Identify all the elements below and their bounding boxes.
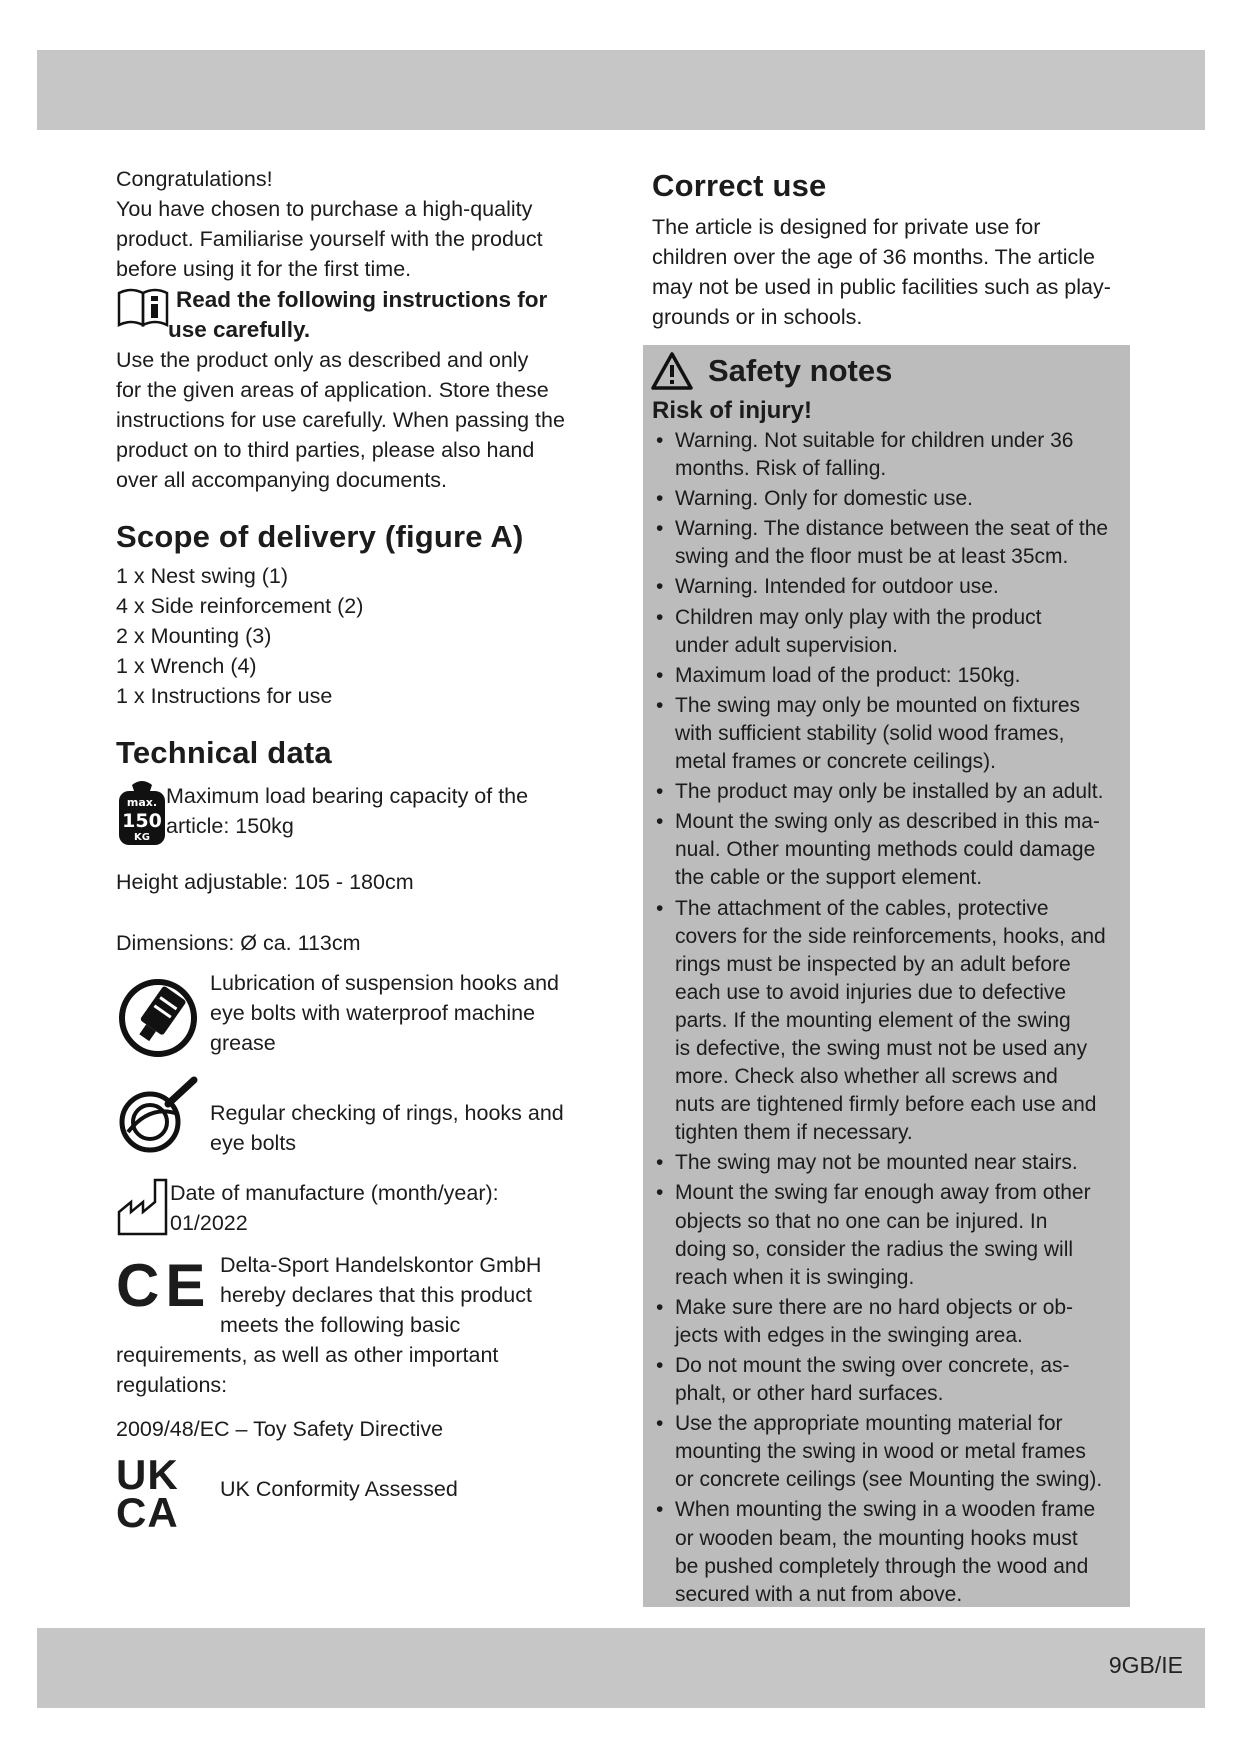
scope-title: Scope of delivery (figure A) [116,519,524,554]
lubrication-row [116,970,596,1060]
dimensions-text: Dimensions: Ø ca. 113cm [116,931,361,955]
safety-item-line: objects so that no one can be injured. In [675,1209,1048,1233]
safety-title: Safety notes [708,353,893,388]
safety-item [652,662,1130,690]
read-instructions-note [116,285,596,345]
safety-item-line: months. Risk of falling. [675,457,887,481]
usage-line: for the given areas of application. Store these [116,378,549,402]
ce-continued [116,1340,596,1400]
safety-item-line: secured with a nut from above. [675,1582,963,1606]
correct-use-line: may not be used in public facilities such as play- [652,275,1111,299]
safety-item-line: or wooden beam, the mounting hooks must [675,1526,1078,1550]
safety-item-line: • Warning. Not suitable for children under 36 [675,429,1074,452]
factory-icon [116,1176,174,1238]
safety-notes-box [643,345,1130,1607]
safety-item-line: the cable or the support element. [675,866,983,890]
safety-item-line: • Mount the swing only as described in this ma- [675,810,1100,834]
intro-line: before using it for the first time. [116,257,412,281]
book-info-icon [116,285,172,331]
ce-line: meets the following basic [220,1313,461,1337]
usage-line: instructions for use carefully. When passing the [116,408,565,432]
read-note-line: Read the following instructions for [176,287,548,312]
grease-tube-icon [116,970,202,1060]
usage-line: Use the product only as described and only [116,348,529,372]
technical-title: Technical data [116,735,332,770]
load-line: article: 150kg [166,814,294,838]
safety-item-line: tighten them if necessary. [675,1121,913,1145]
ce-row [116,1252,596,1340]
safety-item-line: or concrete ceilings (see Mounting the swing). [675,1468,1103,1492]
ce-continued-line: regulations: [116,1373,228,1397]
safety-item-line: rings must be inspected by an adult before [675,952,1071,976]
safety-item-line: • Warning. The distance between the seat of the [675,517,1109,541]
load-line: Maximum load bearing capacity of the [166,784,529,808]
safety-item [652,427,1130,483]
warning-icon [650,351,694,391]
weight-icon-value: 150 [122,810,162,832]
weight-icon-unit: KG [134,832,150,843]
safety-item [652,1149,1130,1177]
safety-item-line: doing so, consider the radius the swing will [675,1237,1074,1261]
max-load-row [116,779,596,847]
ring-check-icon [116,1074,202,1160]
page-number: 9GB/IE [1108,1652,1183,1678]
right-column [652,164,1132,332]
ukca-text: UK Conformity Assessed [220,1477,458,1501]
intro-text [116,164,596,284]
checking-line: Regular checking of rings, hooks and [210,1101,564,1125]
safety-item-line: nual. Other mounting methods could damage [675,838,1096,862]
safety-item-line: • Children may only play with the product [675,605,1042,629]
safety-item-line: with sufficient stability (solid wood frames, [675,721,1065,745]
safety-item-line: mounting the swing in wood or metal frames [675,1440,1086,1464]
safety-item [652,1294,1130,1350]
safety-item-line: each use to avoid injuries due to defective [675,980,1067,1004]
intro-line: You have chosen to purchase a high-quality [116,197,533,221]
read-note-line: use carefully. [168,317,311,342]
usage-line: product on to third parties, please also hand [116,438,535,462]
correct-use-text [652,212,1132,332]
safety-item [652,1410,1130,1494]
safety-item-line: • Mount the swing far enough away from other [675,1181,1091,1205]
ce-line: hereby declares that this product [220,1283,532,1307]
safety-item [652,604,1130,660]
safety-item-line: swing and the floor must be at least 35cm. [675,545,1069,569]
manufacture-line: Date of manufacture (month/year): [170,1181,499,1205]
safety-item-line: • The attachment of the cables, protective [675,896,1049,920]
safety-item-line: jects with edges in the swinging area. [675,1323,1023,1347]
height-text: Height adjustable: 105 - 180cm [116,870,414,894]
weight-icon [116,779,168,847]
safety-item-line: • Warning. Only for domestic use. [675,487,973,511]
safety-item [652,1496,1130,1608]
left-column [116,164,596,1536]
safety-item [652,895,1130,1148]
header-band [37,50,1205,130]
ce-mark-icon: CE [116,1252,212,1319]
lubrication-line: Lubrication of suspension hooks and [210,971,560,995]
ce-line: Delta-Sport Handelskontor GmbH [220,1253,542,1277]
lubrication-line: eye bolts with waterproof machine [210,1001,536,1025]
scope-item: 1 x Nest swing (1) [116,564,289,588]
scope-item: 2 x Mounting (3) [116,624,272,648]
safety-item-line: more. Check also whether all screws and [675,1065,1058,1089]
checking-line: eye bolts [210,1131,297,1155]
safety-item-line: under adult supervision. [675,633,898,657]
safety-item-line: • Make sure there are no hard objects or ob- [675,1295,1074,1319]
ukca-row [116,1451,596,1536]
safety-item-line: • The product may only be installed by an adult. [675,780,1104,804]
safety-item [652,515,1130,571]
safety-item [652,573,1130,601]
safety-item [652,485,1130,513]
checking-row [116,1074,596,1160]
safety-item-line: • When mounting the swing in a wooden frame [675,1498,1096,1522]
ce-continued-line: requirements, as well as other important [116,1343,499,1367]
safety-item-line: • The swing may not be mounted near stairs. [675,1151,1078,1175]
safety-item-line: • Maximum load of the product: 150kg. [675,663,1021,687]
correct-use-line: children over the age of 36 months. The article [652,245,1095,269]
safety-item-line: covers for the side reinforcements, hooks, and [675,924,1106,948]
safety-item-line: reach when it is swinging. [675,1265,915,1289]
correct-use-line: grounds or in schools. [652,305,863,329]
safety-item-line: be pushed completely through the wood and [675,1554,1089,1578]
manufacture-line: 01/2022 [170,1211,248,1235]
scope-item: 4 x Side reinforcement (2) [116,594,364,618]
safety-item-line: phalt, or other hard surfaces. [675,1382,944,1406]
directive-text: 2009/48/EC – Toy Safety Directive [116,1417,444,1441]
scope-item: 1 x Wrench (4) [116,654,257,678]
safety-item-line: metal frames or concrete ceilings). [675,750,996,774]
ukca-mark-top: UK [116,1451,179,1498]
correct-use-title: Correct use [652,168,827,203]
safety-item [652,1352,1130,1408]
safety-list [643,427,1130,1609]
safety-item-line: • Do not mount the swing over concrete, as- [675,1354,1070,1377]
footer-band [37,1628,1205,1708]
scope-list [116,561,596,711]
safety-item [652,692,1130,776]
ukca-mark-icon [116,1451,220,1536]
usage-line: over all accompanying documents. [116,468,448,492]
correct-use-line: The article is designed for private use for [652,215,1041,239]
intro-line: product. Familiarise yourself with the product [116,227,543,251]
safety-item [652,808,1130,892]
ukca-mark-bottom: CA [116,1489,179,1536]
risk-subtitle: Risk of injury! [652,397,813,424]
lubrication-line: grease [210,1031,276,1055]
scope-item: 1 x Instructions for use [116,684,333,708]
safety-item [652,1179,1130,1291]
safety-item-line: is defective, the swing must not be used any [675,1036,1088,1060]
safety-item-line: • Use the appropriate mounting material for [675,1412,1063,1436]
safety-item-line: nuts are tightened firmly before each use and [675,1093,1097,1117]
safety-item-line: • Warning. Intended for outdoor use. [675,575,999,599]
safety-item-line: parts. If the mounting element of the swing [675,1008,1071,1032]
weight-icon-top: max. [126,796,158,809]
usage-text [116,345,596,495]
manufacture-row [116,1176,596,1238]
safety-item [652,778,1130,806]
intro-line: Congratulations! [116,167,273,191]
safety-item-line: • The swing may only be mounted on fixtures [675,693,1081,717]
